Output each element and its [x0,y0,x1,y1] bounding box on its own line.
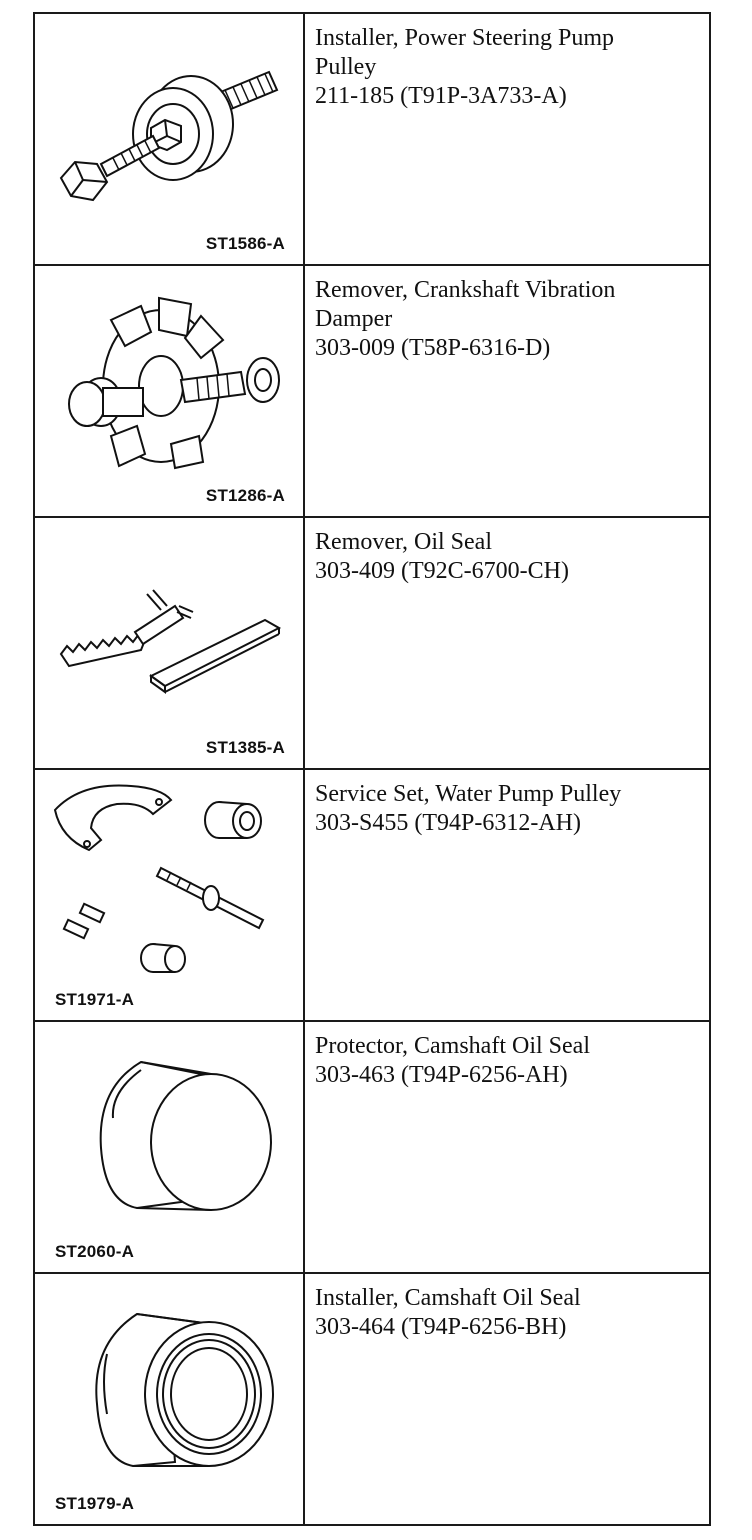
image-code-label: ST1586-A [205,234,285,253]
water-pump-pulley-set-icon [41,780,297,980]
tool-image-cell [34,1273,304,1525]
tool-description-cell [304,265,710,517]
tool-row [34,265,710,517]
tool-description-cell [304,1273,710,1525]
tool-name: Protector, Camshaft Oil Seal [315,1033,590,1059]
tool-description-cell [304,517,710,769]
tool-image-cell [34,517,304,769]
tool-part-number: 303-464 (T94P-6256-BH) [315,1314,567,1340]
tool-name: Installer, Camshaft Oil Seal [315,1285,581,1311]
tool-image-cell [34,769,304,1021]
image-code-label: ST1979-A [55,1494,135,1513]
tool-name: Installer, Power Steering Pump [315,25,614,51]
tool-image-cell [34,13,304,265]
tool-part-number: 211-185 (T91P-3A733-A) [315,83,567,109]
damper-remover-icon [41,276,297,476]
image-code-label: ST1971-A [55,990,135,1009]
tool-row [34,1021,710,1273]
image-code-label: ST2060-A [55,1242,135,1261]
tool-row [34,517,710,769]
tool-image-cell [34,265,304,517]
oil-seal-remover-icon [41,528,297,728]
tool-name-continued: Damper [315,306,393,332]
tool-part-number: 303-409 (T92C-6700-CH) [315,558,569,584]
tool-image-cell [34,1021,304,1273]
tool-description-cell [304,1021,710,1273]
tool-description-cell [304,769,710,1021]
tool-part-number: 303-463 (T94P-6256-AH) [315,1062,568,1088]
tool-part-number: 303-S455 (T94P-6312-AH) [315,810,581,836]
image-code-label: ST1385-A [205,738,285,757]
pulley-installer-icon [41,24,297,224]
tool-name: Service Set, Water Pump Pulley [315,781,622,807]
tool-name: Remover, Crankshaft Vibration [315,277,616,303]
seal-protector-icon [41,1032,297,1232]
tool-description-cell [304,13,710,265]
image-code-label: ST1286-A [205,486,285,505]
tool-row [34,769,710,1021]
tool-row [34,13,710,265]
seal-installer-icon [41,1284,297,1484]
tool-part-number: 303-009 (T58P-6316-D) [315,335,551,361]
tool-name: Remover, Oil Seal [315,529,492,555]
tool-name-continued: Pulley [315,54,377,80]
special-tools-table [33,12,711,1526]
tool-row [34,1273,710,1525]
